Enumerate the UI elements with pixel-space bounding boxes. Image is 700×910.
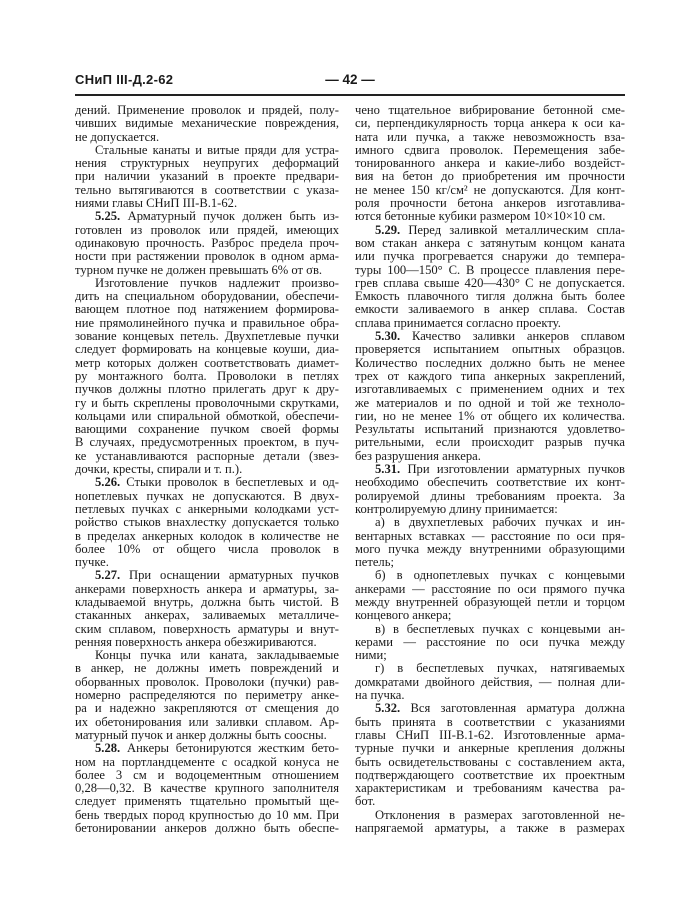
paragraph [355,809,625,836]
line-text: ским сплавом, поверхность арматуры и внут- [75,621,339,636]
text-line [355,410,625,423]
text-line [75,277,339,290]
text-line [75,157,339,170]
line-text: не допускается. [75,129,160,144]
line-text: вающем плотное под натяжением формирова- [75,302,339,317]
line-text: ната или пучка, а также невозможность вза- [355,129,625,144]
line-text: анкерами поверхность анкера и арматуры, за- [75,581,339,596]
text-line [355,742,625,755]
section-paragraph [355,330,625,463]
section-number: 5.25. [95,209,121,224]
line-text: емкости заливаемого в анкер сплава. Состав [355,302,625,317]
text-line [355,330,625,343]
paragraph [75,277,339,476]
text-line [355,250,625,263]
text-line [75,543,339,556]
text-line [355,556,625,569]
text-line [355,383,625,396]
line-text: в анкер, не должны иметь повреждений и [75,661,339,676]
document-code: СНиП III-Д.2-62 [75,72,174,87]
line-text: Стальные канаты и витые пряди для устра- [95,142,339,157]
text-line [75,609,339,622]
line-text: зование концевых петель. Двухпетлевые пучки [75,329,339,344]
text-line [75,170,339,183]
line-text: турные пучки и анкерные крепления должны [355,741,625,756]
text-line [75,769,339,782]
line-text: или пучка прогревается снаружи до темпера- [355,249,625,264]
line-text: си, перпендикулярность торца анкера к оси ка- [355,116,625,131]
line-text: оборванных проволок. Проволоки (пучки) рав- [75,674,339,689]
text-line [355,490,625,503]
text-line [355,676,625,689]
section-paragraph [75,210,339,276]
text-line [355,117,625,130]
line-text: метр которых должен соответствовать диамет- [75,355,339,370]
text-line [355,609,625,622]
paragraph [75,144,339,210]
text-line [75,569,339,582]
section-number: 5.31. [375,462,401,477]
text-line [355,662,625,675]
text-line [75,756,339,769]
line-text: Арматурный пучок должен быть из- [120,209,339,224]
text-line [355,516,625,529]
section-paragraph [355,463,625,516]
line-text: в) в беспетлевых пучках с концевыми ан- [375,621,625,636]
text-line [75,702,339,715]
text-line [75,662,339,675]
line-text: бот. [355,794,376,809]
line-text: необходимо обеспечить соответствие их конт- [355,475,625,490]
text-line [355,822,625,835]
text-line [75,596,339,609]
line-text: вающими сохранение пучком своей формы [75,422,339,437]
text-line [75,490,339,503]
line-text: подтверждающего соответствие их проектным [355,767,625,782]
text-line [75,795,339,808]
text-line [355,716,625,729]
line-text: ними; [355,648,387,663]
text-line [75,197,339,210]
text-line [75,303,339,316]
text-line [75,370,339,383]
line-text: в пределах анкерных колодок в количестве не [75,528,339,543]
line-text: керами — расстояние по оси пучка между [355,634,625,649]
line-text: ние прямолинейного пучка и правильное обра- [75,315,339,330]
line-text: г) в беспетлевых пучках, натягиваемых [375,661,625,676]
line-text: петель; [355,555,394,570]
line-text: рительными, если происходит разрыв пучка [355,435,625,450]
line-text: вентарных вставках — расстояние по оси пря- [355,528,625,543]
text-line [75,809,339,822]
text-line [355,636,625,649]
text-line [355,689,625,702]
text-line [75,676,339,689]
line-text: ра и надежно закрепляются от смещения до [75,701,339,716]
line-text: Вся заготовленная арматура должна [400,701,625,716]
left-column [75,104,339,835]
paragraph [355,623,625,663]
text-line [75,224,339,237]
text-line [75,436,339,449]
text-line [355,357,625,370]
line-text: ру монтажного болта. Проволоки в петлях [75,368,339,383]
text-line [75,476,339,489]
text-line [355,197,625,210]
line-text: следует применять тщательно промытый ще- [75,794,339,809]
text-line [355,596,625,609]
line-text: Изготовление пучков надлежит произво- [95,275,339,290]
text-line [355,397,625,410]
text-line [75,250,339,263]
text-line [75,184,339,197]
line-text: более 3 см и водоцементным отношением [75,767,339,782]
line-text: напрягаемой арматуры, а также в размерах [355,821,625,836]
section-number: 5.27. [95,568,121,583]
text-line [355,343,625,356]
paragraph [355,569,625,622]
line-text: ности при растяжении проволок в одном арма- [75,249,339,264]
text-line [75,410,339,423]
text-line [355,530,625,543]
text-line [355,503,625,516]
line-text: дочки, кресты, спирали и т. п.). [75,462,243,477]
line-text: тельно вытягиваются в соответствии с указа- [75,182,339,197]
text-line [355,583,625,596]
text-line [355,104,625,117]
line-text: анкерами — расстояние по оси прямого пучка [355,581,625,596]
line-text: ролируемой длины требованиям проекта. За [355,488,625,503]
line-text: бетонировании анкеров должно быть обеспе- [75,821,339,836]
line-text: концевого анкера; [355,608,452,623]
line-text: ются бетонные кубики размером 10×10×10 см. [355,209,606,224]
line-text: Перед заливкой металлическим спла- [400,222,625,237]
line-text: ренняя поверхность анкера обезжириваются. [75,634,317,649]
line-text: нопетлевых пучках не допускаются. В двух- [75,488,339,503]
section-paragraph [75,742,339,835]
text-line [75,503,339,516]
text-line [355,131,625,144]
text-line [355,303,625,316]
paragraph [355,516,625,569]
line-text: мого пучка между внутренними образующими [355,541,625,556]
text-line [355,423,625,436]
line-text: нения структурных неупругих деформаций [75,156,339,171]
line-text: 0,28—0,32. В качестве крупного заполнителя [75,781,339,796]
line-text: ниями главы СНиП III-В.1-62. [75,196,238,211]
section-paragraph [75,569,339,649]
page-number: — 42 — [325,72,375,87]
line-text: чивших видимые механические повреждения, [75,116,339,131]
line-text: турном пучке не должен превышать 6% от σв. [75,262,323,277]
right-column [355,104,625,835]
text-line [75,516,339,529]
line-text: При изготовлении арматурных пучков [400,462,625,477]
text-line [75,782,339,795]
text-line [355,649,625,662]
line-text: следует формировать на концевые коуши, диа- [75,342,339,357]
text-line [355,729,625,742]
text-line [355,436,625,449]
section-paragraph [75,476,339,569]
section-paragraph [355,702,625,808]
text-line [75,117,339,130]
line-text: пучков должны плотно прилегать друг к дру- [75,382,339,397]
text-line [75,689,339,702]
line-text: номерно распределяются по периметру анке- [75,688,339,703]
line-text: б) в однопетлевых пучках с концевыми [375,568,625,583]
line-text: не менее 150 кг/см² не допускаются. Для конт- [355,182,625,197]
text-line [75,450,339,463]
line-text: матурный пучок и анкер должны быть соосны. [75,727,327,742]
text-line [75,357,339,370]
text-line [355,157,625,170]
text-line [355,795,625,808]
line-text: дений. Применение проволок и прядей, полу- [75,103,339,117]
line-text: ном на портландцементе с осадкой конуса не [75,754,339,769]
line-text: домкратами двойного действия, — полная дли- [355,674,625,689]
text-line [355,144,625,157]
line-text: Стыки проволок в беспетлевых и од- [120,475,339,490]
text-line [355,569,625,582]
line-text: характеристикам и требованиям качества ра- [355,781,625,796]
line-text: одинаковую прочность. Разброс предела проч- [75,235,339,250]
line-text: на пучка. [355,688,405,703]
section-number: 5.28. [95,741,121,756]
line-text: грев сплава свыше 420—430° С не допускается. [355,275,625,290]
text-line [75,343,339,356]
line-text: роля прочности бетона анкеров изготавлива- [355,196,625,211]
text-line [355,370,625,383]
line-text: гии, но не менее 1% от общего их количества. [355,408,625,423]
line-text: между внутренней образующей петли и торцом [355,594,625,609]
text-line [355,543,625,556]
line-text: имного сдвига проволок. Перемещения забе- [355,142,625,157]
text-line [355,277,625,290]
line-text: Результаты испытаний признаются удовлетво- [355,422,625,437]
text-line [75,729,339,742]
line-text: дить на специальном оборудовании, обеспечи- [75,289,339,304]
line-text: при наличии указаний в проекте предвари- [75,169,339,184]
text-line [75,716,339,729]
text-line [75,530,339,543]
text-line [75,383,339,396]
text-line [355,463,625,476]
text-line [75,636,339,649]
section-number: 5.32. [375,701,401,716]
line-text: быть принята в соответствии с указаниями [355,714,625,729]
line-text: сплава принимается согласно проекту. [355,315,561,330]
text-line [355,237,625,250]
section-number: 5.29. [375,222,401,237]
page-header [75,72,625,92]
line-text: Емкость плавочного тигля должна быть более [355,289,625,304]
text-line [75,144,339,157]
text-line [355,264,625,277]
text-line [75,397,339,410]
text-line [355,769,625,782]
text-line [75,237,339,250]
line-text: контролируемую длину принимается: [355,501,558,516]
section-number: 5.30. [375,329,401,344]
line-text: гу и быть скреплены проволочными скрутками, [75,395,339,410]
line-text: стаканных анкерах, заливаемых металличе- [75,608,339,623]
text-line [75,330,339,343]
text-line [75,822,339,835]
text-line [75,742,339,755]
line-text: В случаях, предусмотренных проектом, в пуч- [75,435,339,450]
line-text: кладываемой внутрь, должна быть чистой. В [75,594,339,609]
text-line [75,210,339,223]
line-text: При оснащении арматурных пучков [120,568,339,583]
line-text: же материалов и по одной и той же техноло- [355,395,625,410]
text-line [355,476,625,489]
text-line [355,317,625,330]
section-paragraph [355,224,625,330]
text-line [355,756,625,769]
line-text: Количество последних должно быть не менее [355,355,625,370]
line-text: трех от каждого типа анкерных закреплений, [355,368,625,383]
line-text: пучке. [75,555,109,570]
line-text: петлевых пучках с анкерными колодками уст- [75,501,339,516]
text-line [75,290,339,303]
text-line [75,649,339,662]
line-text: Анкеры бетонируются жестким бето- [120,741,339,756]
line-text: ройство стыков внахлестку допускается только [75,515,339,530]
line-text: проверяется испытанием опытных образцов. [355,342,625,357]
paragraph [75,649,339,742]
line-text: быть освидетельствованы с составлением акта, [355,754,625,769]
paragraph [75,104,339,144]
line-text: их обетонирования или заливки сплавом. Ар- [75,714,339,729]
line-text: ке устанавливаются распорные детали (звез- [75,448,339,463]
line-text: а) в двухпетлевых рабочих пучках и ин- [375,515,625,530]
line-text: бень твердых пород крупностью до 10 мм. При [75,807,339,822]
text-line [355,224,625,237]
text-line [355,809,625,822]
text-line [355,450,625,463]
line-text: вия на бетон до приобретения им прочности [355,169,625,184]
line-text: изготавливаемых с применением одних и тех [355,382,625,397]
text-line [355,170,625,183]
text-line [355,184,625,197]
line-text: Качество заливки анкеров сплавом [400,329,625,344]
text-line [355,702,625,715]
line-text: Отклонения в размерах заготовленной не- [375,807,625,822]
line-text: более 10% от общего числа проволок в [75,541,339,556]
line-text: Концы пучка или каната, закладываемые [95,648,339,663]
text-line [355,623,625,636]
text-line [355,782,625,795]
header-rule [75,94,625,96]
line-text: тонированного анкера и какие-либо воздейст- [355,156,625,171]
text-line [75,104,339,117]
paragraph [355,662,625,702]
text-line [75,463,339,476]
line-text: без разрушения анкера. [355,448,481,463]
paragraph [355,104,625,224]
text-line [355,210,625,223]
text-line [75,264,339,277]
text-line [75,556,339,569]
line-text: кольцами или спиральной обмоткой, обеспечи- [75,408,339,423]
text-line [75,317,339,330]
text-line [355,290,625,303]
line-text: чено тщательное вибрирование бетонной сме- [355,103,625,117]
line-text: главы СНиП III-В.1-62. Изготовленные арма- [355,727,625,742]
text-line [75,423,339,436]
text-line [75,623,339,636]
line-text: готовлен из проволок или прядей, имеющих [75,222,339,237]
text-line [75,131,339,144]
line-text: туры 100—150° С. В процессе плавления пере- [355,262,625,277]
section-number: 5.26. [95,475,121,490]
line-text: вом стакан анкера с затянутым концом каната [355,235,625,250]
text-line [75,583,339,596]
